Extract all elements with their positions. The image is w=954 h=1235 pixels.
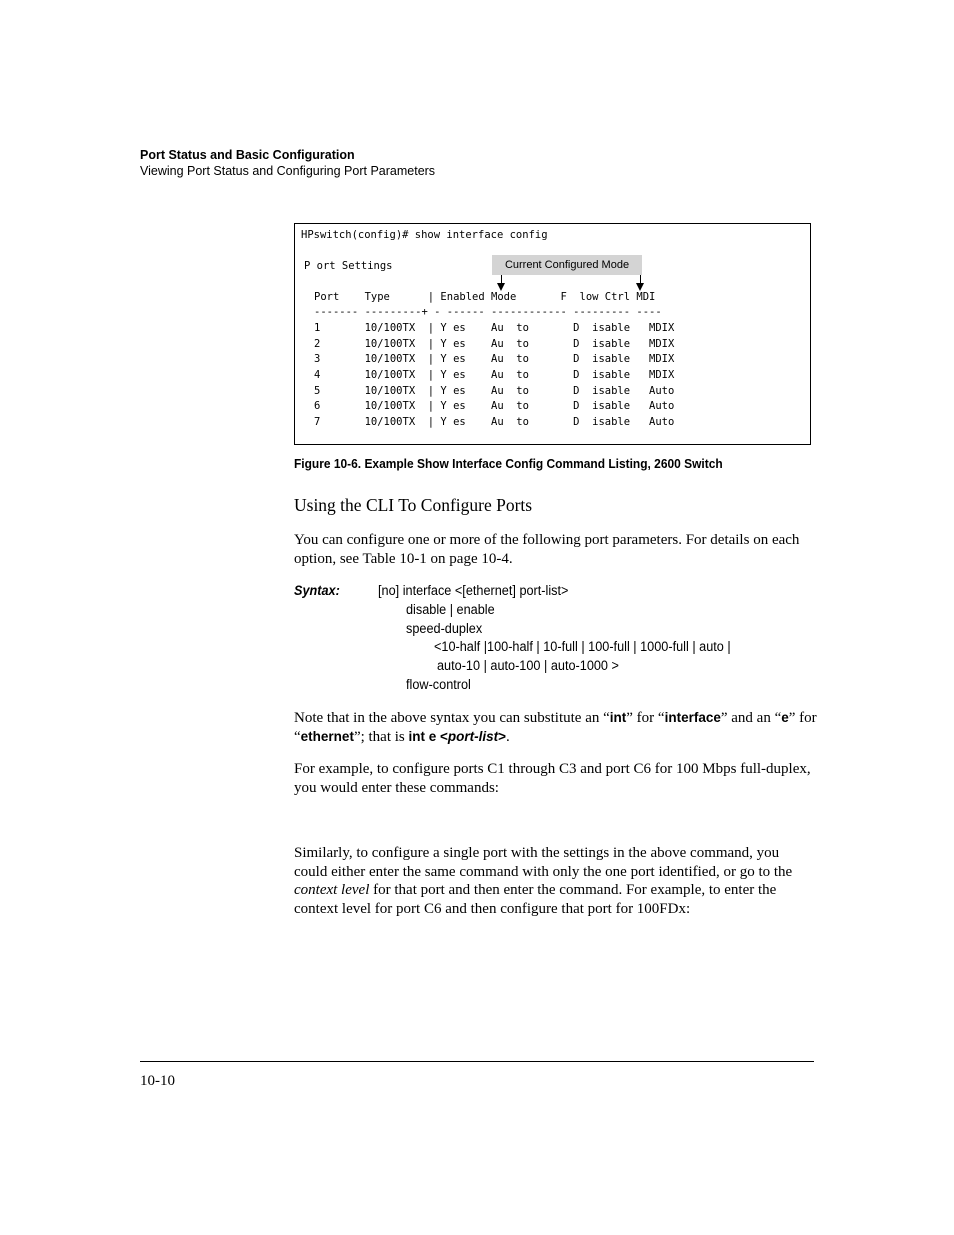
single-port-paragraph: Similarly, to configure a single port with the settings in the above command, you could either enter the same command with only the one port identified, or go to the context level for that port and then enter the command. For example, to enter the context level for port C6 and then configure that port for 100FDx: [294,845,793,917]
cmd-ethernet: ethernet [300,728,354,744]
figure-command-line: HPswitch(config)# show interface config [301,229,548,241]
syntax-line: flow-control [406,677,471,692]
cmd-e: e [781,710,789,725]
footer-rule [140,1061,814,1062]
callout-current-configured-mode: Current Configured Mode [492,255,642,275]
table-column-header: Port Type | Enabled Mode F low Ctrl MDI [314,291,656,303]
example-paragraph: For example, to configure ports C1 through C3 and port C6 for 100 Mbps full-duplex, you would enter these commands: [294,761,811,796]
cmd-int: int [609,710,627,725]
section-heading: Using the CLI To Configure Ports [294,495,533,515]
syntax-label: Syntax: [294,583,340,598]
syntax-line: auto-10 | auto-100 | auto-1000 > [437,658,619,673]
syntax-line: disable | enable [406,602,495,617]
table-row: 1 10/100TX | Y es Au to D isable MDIX [314,322,675,334]
table-row: 6 10/100TX | Y es Au to D isable Auto [314,400,675,412]
table-row: 2 10/100TX | Y es Au to D isable MDIX [314,338,675,350]
note-paragraph: Note that in the above syntax you can substitute an “int” for “interface” and an “e” for “ethernet”; that is int e <port-list>. [294,710,817,745]
syntax-line: speed-duplex [406,621,483,636]
cmd-int-e-port-list: int e <port-list> [408,728,507,744]
table-row: 5 10/100TX | Y es Au to D isable Auto [314,385,675,397]
intro-paragraph: You can configure one or more of the following port parameters. For details on each option, see Table 10-1 on page 10-4. [294,532,800,567]
figure-caption: Figure 10-6. Example Show Interface Config Command Listing, 2600 Switch [294,456,723,471]
section-title: Viewing Port Status and Configuring Port Parameters [140,164,436,178]
table-row: 3 10/100TX | Y es Au to D isable MDIX [314,353,675,365]
running-header [140,147,435,179]
table-row: 4 10/100TX | Y es Au to D isable MDIX [314,369,675,381]
term-context-level: context level [294,882,370,899]
syntax-line: <10-half |100-half | 10-full | 100-full | 1000-full | auto | [434,639,731,654]
cmd-interface: interface [664,710,721,725]
figure-section-label: P ort Settings [304,260,393,272]
page-number: 10-10 [140,1073,175,1089]
chapter-title: Port Status and Basic Configuration [140,148,355,162]
table-row: 7 10/100TX | Y es Au to D isable Auto [314,416,675,428]
syntax-line: [no] interface <[ethernet] port-list> [378,583,569,598]
table-separator: ------- ---------+ - ------ ------------ --------- ---- [314,306,662,318]
